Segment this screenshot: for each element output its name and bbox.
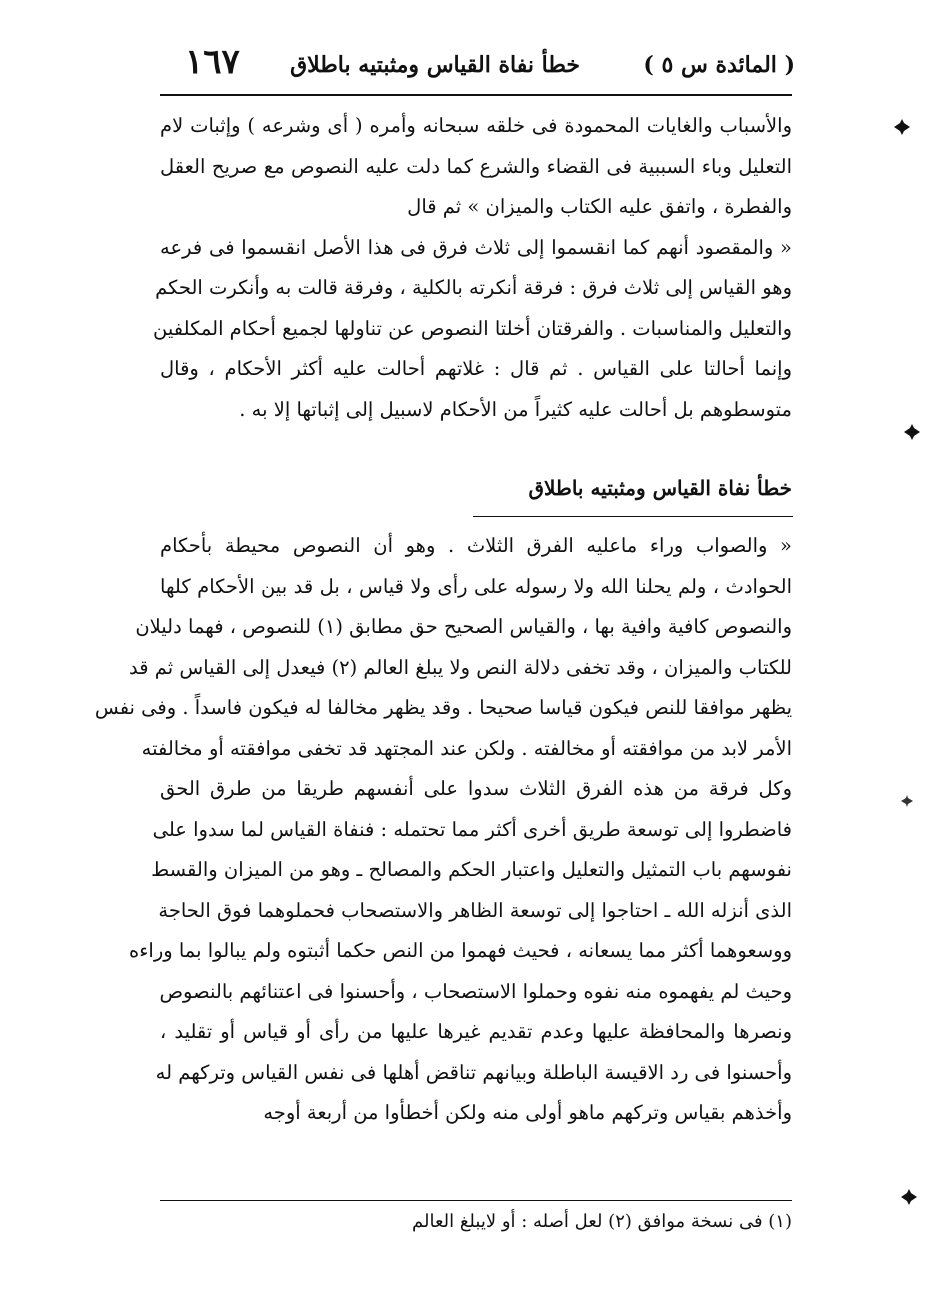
page-number: ١٦٧ [185,42,240,82]
paragraph-block-2 [94,526,792,1134]
margin-mark-icon [900,1188,918,1206]
text-line: والفطرة ، واتفق عليه الكتاب والميزان » ثم قال [407,195,792,218]
surah-reference: ( المائدة س ٥ ) [643,52,795,78]
text-line: والنصوص كافية وافية بها ، والقياس الصحيح حق مطابق (١) للنصوص ، فهما دليلان [135,615,792,638]
text-line: وحيث لم يفهموه منه نفوه وحملوا الاستصحاب ، وأحسنوا فى اعتنائهم بالنصوص [159,979,792,1003]
paragraph-block-1 [153,106,792,430]
heading-underline [473,516,793,517]
text-line: وأخذهم بقياس وتركهم ماهو أولى منه ولكن أخطأوا من أربعة أوجه [263,1101,792,1124]
text-line: الحوادث ، ولم يحلنا الله ولا رسوله على رأى ولا قياس ، بل قد بين الأحكام كلها [160,574,792,598]
text-line: ووسعوهما أكثر مما يسعانه ، فحيث فهموا من النص حكما أثبتوه ولم يبالوا بما وراءه [129,939,792,962]
text-line: التعليل وباء السببية فى القضاء والشرع كما دلت عليه النصوص مع صريح العقل [160,154,792,178]
text-line: وإنما أحالتا على القياس . ثم قال : غلاتهم أحالت عليه أكثر الأحكام ، وقال [160,357,792,380]
header-rule [160,94,792,96]
section-heading: خطأ نفاة القياس ومثبتيه باطلاق [528,476,792,500]
margin-mark-icon [898,792,916,810]
text-line: والأسباب والغايات المحمودة فى خلقه سبحانه وأمره ( أى وشرعه ) وإثبات لام [160,114,792,137]
text-line: والتعليل والمناسبات . والفرقتان أخلتا النصوص عن تناولها لجميع أحكام المكلفين [153,316,792,340]
margin-mark-icon [893,118,911,136]
text-line: الأمر لابد من موافقته أو مخالفته . ولكن عند المجتهد قد تخفى موافقته أو مخالفته [141,736,792,760]
text-line: ونصرها والمحافظة عليها وعدم تقديم غيرها عليها من رأى أو قياس أو تقليد ، [160,1020,792,1043]
text-line: وكل فرقة من هذه الفرق الثلاث سدوا على أنفسهم طريقا من طرق الحق [160,777,792,800]
margin-mark-icon [903,423,921,441]
text-line: يظهر موافقا للنص فيكون قياسا صحيحا . وقد يظهر مخالفا له فيكون فاسداً . وفى نفس [94,696,792,719]
page-header [165,40,795,92]
text-line: الذى أنزله الله ـ احتاجوا إلى توسعة الظاهر والاستصحاب فحملوهما فوق الحاجة [158,898,792,922]
text-line: فاضطروا إلى توسعة طريق أخرى أكثر مما تحتمله : فنفاة القياس لما سدوا على [152,817,792,841]
text-line: للكتاب والميزان ، وقد تخفى دلالة النص ولا يبلغ العالم (٢) فيعدل إلى القياس ثم قد [129,655,792,679]
footnote: (١) فى نسخة موافق (٢) لعل أصله : أو لايبلغ العالم [412,1211,792,1232]
text-line: « والصواب وراء ماعليه الفرق الثلاث . وهو أن النصوص محيطة بأحكام [160,534,792,557]
text-line: متوسطوهم بل أحالت عليه كثيراً من الأحكام لاسبيل إلى إثباتها إلا به . [239,397,792,421]
text-line: وهو القياس إلى ثلاث فرق : فرقة أنكرته بالكلية ، وفرقة قالت به وأنكرت الحكم [155,276,792,299]
text-line: وأحسنوا فى رد الاقيسة الباطلة وبيانهم تناقض أهلها فى نفس القياس وتركهم له [155,1060,792,1084]
text-line: « والمقصود أنهم كما انقسموا إلى ثلاث فرق فى هذا الأصل انقسموا فى فرعه [160,235,792,259]
text-line: نفوسهم باب التمثيل والتعليل واعتبار الحكم والمصالح ـ وهو من الميزان والقسط [151,858,792,881]
running-title: خطأ نفاة القياس ومثبتيه باطلاق [290,52,580,78]
footnote-rule [160,1200,792,1201]
